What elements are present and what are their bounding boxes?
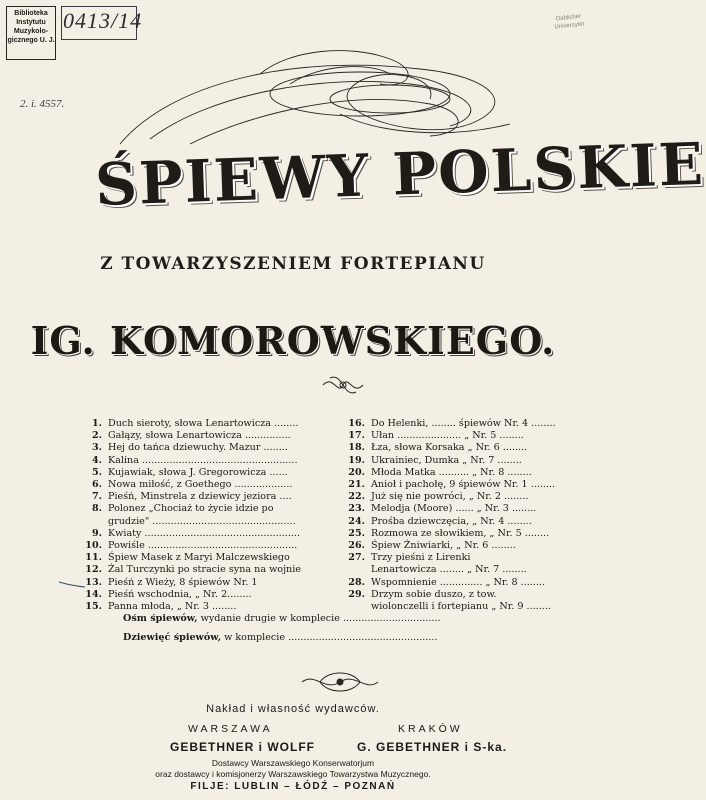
krakow-city: KRAKÓW [398,723,463,735]
small-ornament [318,372,368,398]
song-title: Pieśń wschodnia, „ Nr. 2........ [108,588,252,600]
song-title: Kalina ................................................... [108,454,298,466]
bundle-detail: wydanie drugie w komplecie ................................ [197,613,441,624]
list-item [82,528,334,540]
song-number: 7. [91,491,102,503]
list-item [82,601,334,613]
song-title: grudzie" ............................................... [108,515,296,527]
song-number: 17. [348,430,365,442]
list-item [345,589,575,601]
list-item [345,491,575,503]
corner-stamp-line: Universytet [554,21,585,31]
stamp-line: Biblioteka [14,10,48,17]
list-item [82,491,334,503]
publisher-intro: Nakład i własność wydawców. [206,703,380,715]
song-title: Pieśń z Wieży, 8 śpiewów Nr. 1 [108,576,258,588]
list-item [82,442,334,454]
list-item [345,467,575,479]
stamp-line: gicznego U. J. [7,37,55,44]
list-item [345,442,575,454]
warsaw-city: WARSZAWA [188,723,273,735]
song-title: Prośba dziewczęcia, „ Nr. 4 ........ [371,515,532,527]
bundle-line [123,632,438,643]
list-item [82,430,334,442]
song-number: 24. [348,515,365,527]
warsaw-firm: GEBETHNER i WOLFF [170,740,315,754]
song-number: 22. [348,491,365,503]
list-item [345,528,575,540]
list-item [345,479,575,491]
list-item [82,552,334,564]
song-number: 28. [348,576,365,588]
corner-stamp [553,12,585,31]
song-number: 19. [348,454,365,466]
list-item [345,503,575,515]
song-title: Śpiew Żniwiarki, „ Nr. 6 ........ [371,540,516,552]
song-title: Lenartowicza ........ „ Nr. 7 ........ [371,564,527,576]
song-number: 16. [348,418,365,429]
list-item [345,540,575,552]
song-number [82,516,102,528]
song-number: 29. [348,588,365,600]
song-title: Wspomnienie .............. „ Nr. 8 ........ [371,576,546,588]
list-item [82,503,334,515]
supplier-line: Dostawcy Warszawskiego Konserwatorjum [211,758,375,768]
song-number: 23. [348,503,365,515]
list-item [82,467,334,479]
list-item [345,418,575,430]
song-title: Do Helenki, ........ śpiewów Nr. 4 ........ [371,418,556,429]
list-item [82,479,334,491]
list-item [345,552,575,564]
main-title: ŚPIEWY POLSKIE [93,129,706,220]
list-item [82,577,334,589]
bundle-detail: w komplecie ................................................. [221,632,438,643]
signature: 0413/14 [63,8,143,33]
song-number: 18. [348,442,365,454]
song-title: Panna młoda, „ Nr. 3 ........ [108,601,237,613]
list-item [82,540,334,552]
list-item [82,516,334,528]
song-number: 8. [91,503,102,515]
bundle-title: Ośm śpiewów, [123,613,198,624]
song-number: 12. [85,564,102,576]
list-item [82,455,334,467]
song-number: 13. [85,576,102,588]
song-number: 27. [348,552,365,564]
pen-mark [58,580,86,590]
song-number: 5. [91,466,102,478]
list-item [82,589,334,601]
song-title: Łza, słowa Korsaka „ Nr. 6 ........ [371,442,528,454]
list-item [345,601,575,613]
song-title: Powiśle ................................................. [108,540,298,552]
list-item [345,455,575,467]
song-title: Już się nie powróci, „ Nr. 2 ........ [371,491,529,503]
song-number: 14. [85,588,102,600]
song-title: Pieśń, Minstrela z dziewicy jeziora .... [108,491,292,503]
song-title: Drzym sobie duszo, z tow. [371,588,497,600]
song-number [345,564,365,576]
song-title: Polonez „Chociaż to życie idzie po [108,503,274,515]
song-title: Hej do tańca dziewuchy. Mazur ........ [108,442,288,454]
bundle-line [123,613,441,624]
song-number: 1. [91,418,102,429]
song-title: Śpiew Masek z Maryi Malczewskiego [108,552,290,564]
list-item [82,418,334,430]
song-title: Duch sieroty, słowa Lenartowicza ........ [108,418,299,429]
song-title: Kwiaty ................................................... [108,527,301,539]
stamp-line: Muzykolo- [13,28,49,35]
list-item [82,564,334,576]
krakow-firm: G. GEBETHNER i S-ka. [357,740,508,754]
list-item [345,564,575,576]
list-item [345,577,575,589]
song-number: 4. [91,454,102,466]
song-list-right [345,418,575,613]
song-number: 9. [91,527,102,539]
song-number: 20. [348,466,365,478]
song-title: Melodja (Moore) ...... „ Nr. 3 ........ [371,503,537,515]
song-number: 2. [91,430,102,442]
bottom-ornament [300,668,380,696]
song-list-left [82,418,334,613]
song-title: Trzy pieśni z Lirenki [371,552,471,564]
song-title: Gałązy, słowa Lenartowicza ............... [108,430,291,442]
library-stamp [6,6,56,60]
shelfmark: 2. i. 4557. [20,98,65,110]
song-number: 6. [91,479,102,491]
song-title: Kujawiak, słowa J. Gregorowicza ...... [108,466,288,478]
song-title: wiolonczelli i fortepianu „ Nr. 9 ........ [371,601,551,613]
song-number: 10. [85,540,102,552]
song-number: 3. [91,442,102,454]
song-title: Rozmowa ze słowikiem, „ Nr. 5 ........ [371,527,550,539]
song-title: Ułan ..................... „ Nr. 5 ........ [371,430,524,442]
bundle-title: Dziewięć śpiewów, [123,632,222,643]
supplier-line: oraz dostawcy i komisjonerzy Warszawskiego Towarzystwa Muzycznego. [155,769,431,779]
branches-line: FILJE: LUBLIN – ŁÓDŹ – POZNAŃ [190,781,396,792]
composer-name: IG. KOMOROWSKIEGO. [30,318,556,363]
song-number: 21. [348,479,365,491]
subtitle: Z TOWARZYSZENIEM FORTEPIANU [100,254,486,274]
song-title: Anioł i pachołę, 9 śpiewów Nr. 1 ........ [371,479,556,491]
list-item [345,516,575,528]
list-item [345,430,575,442]
corner-stamp-line: Dablicher [555,13,582,23]
song-title: Nowa miłość, z Goethego ................... [108,479,293,491]
song-number: 26. [348,540,365,552]
song-title: Młoda Matka .......... „ Nr. 8 ........ [371,466,532,478]
stamp-line: Instytutu [16,19,46,26]
song-number [345,601,365,613]
song-number: 15. [85,601,102,613]
song-title: Żal Turczynki po stracie syna na wojnie [108,564,301,576]
song-number: 11. [85,552,102,564]
song-title: Ukrainiec, Dumka „ Nr. 7 ........ [371,454,522,466]
song-number: 25. [348,527,365,539]
